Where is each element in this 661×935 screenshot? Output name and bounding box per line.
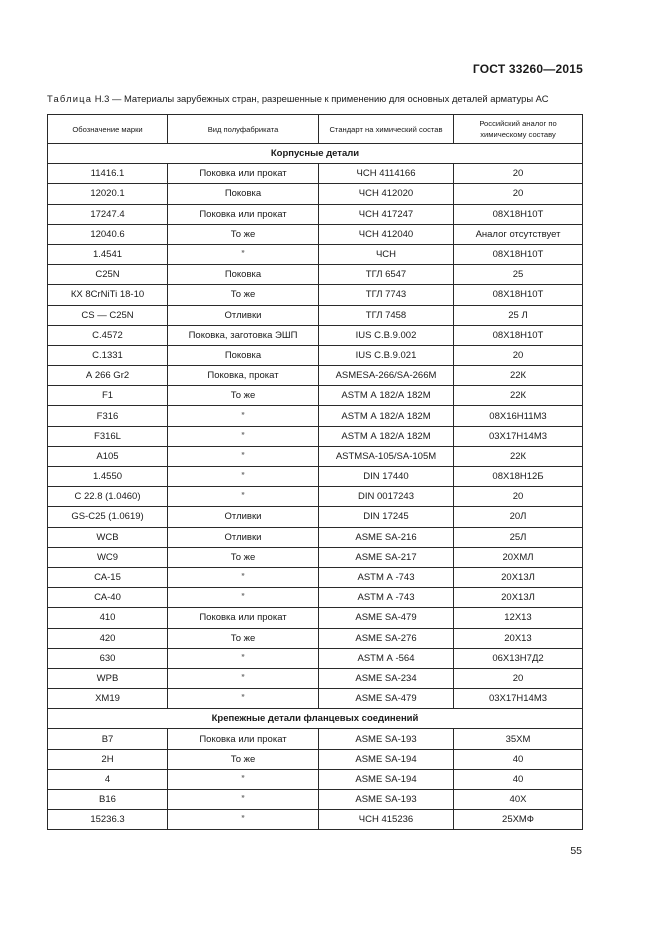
grade-cell: КХ 8CrNiTi 18-10 [48,285,168,305]
grade-cell: СА-15 [48,567,168,587]
standard-cell: ASTM А 182/А 182М [319,426,454,446]
analog-cell: 03Х17Н14М3 [454,426,583,446]
standard-cell: ТГЛ 7458 [319,305,454,325]
table-row [48,487,583,507]
table-body [48,144,583,830]
section-title: Крепежные детали фланцевых соединений [48,709,583,729]
semiproduct-cell: ” [168,689,319,709]
table-row [48,749,583,769]
section-row [48,144,583,164]
table-row [48,567,583,587]
analog-cell: 20Х13 [454,628,583,648]
table-row [48,386,583,406]
grade-cell: 12040.6 [48,224,168,244]
table-row [48,285,583,305]
grade-cell: 12020.1 [48,184,168,204]
standard-cell: ASTM А 182/А 182М [319,386,454,406]
analog-cell: 25 [454,265,583,285]
table-row [48,406,583,426]
standard-cell: ASTM А -743 [319,567,454,587]
table-row [48,810,583,830]
table-row [48,164,583,184]
semiproduct-cell: ” [168,790,319,810]
standard-cell: ЧСН 412040 [319,224,454,244]
standard-cell: ТГЛ 6547 [319,265,454,285]
column-header-standard: Стандарт на химический состав [319,115,454,144]
grade-cell: 630 [48,648,168,668]
analog-cell: 22К [454,366,583,386]
table-row [48,527,583,547]
grade-cell: WC9 [48,547,168,567]
grade-cell: 1.4541 [48,244,168,264]
standard-cell: ASTM А 182/А 182М [319,406,454,426]
analog-cell: 25 Л [454,305,583,325]
table-row [48,184,583,204]
grade-cell: CS — C25N [48,305,168,325]
analog-cell: 20ХМЛ [454,547,583,567]
grade-cell: 410 [48,608,168,628]
grade-cell: С.1331 [48,345,168,365]
semiproduct-cell: Поковка или прокат [168,729,319,749]
analog-cell: 06Х13Н7Д2 [454,648,583,668]
analog-cell: 08Х18Н10Т [454,244,583,264]
analog-cell: 40 [454,769,583,789]
column-header-semiproduct: Вид полуфабриката [168,115,319,144]
analog-cell: 08Х16Н11М3 [454,406,583,426]
semiproduct-cell: То же [168,628,319,648]
grade-cell: В7 [48,729,168,749]
section-title: Корпусные детали [48,144,583,164]
grade-cell: F316 [48,406,168,426]
semiproduct-cell: То же [168,386,319,406]
semiproduct-cell: Поковка [168,184,319,204]
standard-cell: ASTMSA-105/SA-105M [319,446,454,466]
section-row [48,709,583,729]
table-caption [47,93,587,104]
table-row [48,769,583,789]
table-row [48,547,583,567]
table-row [48,507,583,527]
table-row [48,668,583,688]
grade-cell: 1.4550 [48,467,168,487]
semiproduct-cell: Отливки [168,527,319,547]
standard-cell: ASME SA-479 [319,689,454,709]
grade-cell: С25N [48,265,168,285]
standard-cell: ASME SA-193 [319,790,454,810]
analog-cell: 20 [454,164,583,184]
grade-cell: 2Н [48,749,168,769]
standard-cell: ASME SA-234 [319,668,454,688]
standard-cell: ASME SA-217 [319,547,454,567]
standard-cell: IUS С.В.9.021 [319,345,454,365]
caption-number: Н.3 [92,93,110,104]
table-row [48,204,583,224]
semiproduct-cell: То же [168,285,319,305]
standard-cell: ЧСН [319,244,454,264]
semiproduct-cell: То же [168,224,319,244]
analog-cell: Аналог отсутствует [454,224,583,244]
column-header-grade: Обозначение марки [48,115,168,144]
grade-cell: WCB [48,527,168,547]
semiproduct-cell: ” [168,810,319,830]
semiproduct-cell: ” [168,668,319,688]
semiproduct-cell: Поковка, заготовка ЭШП [168,325,319,345]
table-row [48,325,583,345]
table-row [48,426,583,446]
standard-cell: ASME SA-216 [319,527,454,547]
grade-cell: WPB [48,668,168,688]
semiproduct-cell: ” [168,567,319,587]
table-row [48,345,583,365]
standard-cell: ЧСН 412020 [319,184,454,204]
semiproduct-cell: Отливки [168,507,319,527]
standard-cell: ЧСН 417247 [319,204,454,224]
standard-designation: ГОСТ 33260—2015 [472,62,583,76]
semiproduct-cell: ” [168,769,319,789]
semiproduct-cell: Поковка, прокат [168,366,319,386]
analog-cell: 22К [454,446,583,466]
standard-cell: ASME SA-194 [319,749,454,769]
standard-cell: ЧСН 415236 [319,810,454,830]
grade-cell: А105 [48,446,168,466]
semiproduct-cell: ” [168,406,319,426]
caption-text: — Материалы зарубежных стран, разрешенные к применению для основных деталей арматуры АС [109,93,549,104]
table-row [48,366,583,386]
materials-table [47,114,583,830]
grade-cell: А 266 Gr2 [48,366,168,386]
analog-cell: 20Х13Л [454,588,583,608]
table-row [48,224,583,244]
table-row [48,305,583,325]
table-header-row [48,115,583,144]
grade-cell: 15236.3 [48,810,168,830]
analog-cell: 20 [454,487,583,507]
standard-cell: DIN 0017243 [319,487,454,507]
analog-cell: 20Л [454,507,583,527]
table-row [48,608,583,628]
analog-cell: 20 [454,345,583,365]
grade-cell: ХМ19 [48,689,168,709]
standard-cell: ASTM А -564 [319,648,454,668]
page-number: 55 [570,845,582,857]
standard-cell: DIN 17440 [319,467,454,487]
analog-cell: 08Х18Н10Т [454,325,583,345]
analog-cell: 25Л [454,527,583,547]
semiproduct-cell: Поковка или прокат [168,608,319,628]
analog-cell: 25ХМФ [454,810,583,830]
table-row [48,729,583,749]
semiproduct-cell: ” [168,487,319,507]
grade-cell: СА-40 [48,588,168,608]
grade-cell: F1 [48,386,168,406]
semiproduct-cell: ” [168,648,319,668]
analog-cell: 08Х18Н10Т [454,204,583,224]
analog-cell: 20 [454,184,583,204]
standard-cell: ASME SA-193 [319,729,454,749]
analog-cell: 08Х18Н12Б [454,467,583,487]
grade-cell: С.4572 [48,325,168,345]
table-row [48,244,583,264]
semiproduct-cell: Поковка или прокат [168,204,319,224]
analog-cell: 20 [454,668,583,688]
standard-cell: IUS С.В.9.002 [319,325,454,345]
semiproduct-cell: Поковка [168,265,319,285]
table-row [48,265,583,285]
analog-cell: 03Х17Н14М3 [454,689,583,709]
grade-cell: В16 [48,790,168,810]
semiproduct-cell: То же [168,547,319,567]
standard-cell: DIN 17245 [319,507,454,527]
semiproduct-cell: ” [168,446,319,466]
grade-cell: F316L [48,426,168,446]
semiproduct-cell: Отливки [168,305,319,325]
standard-cell: ASTM А -743 [319,588,454,608]
standard-cell: ASME SA-194 [319,769,454,789]
caption-label: Таблица [47,93,93,104]
semiproduct-cell: ” [168,426,319,446]
analog-cell: 40 [454,749,583,769]
grade-cell: С 22.8 (1.0460) [48,487,168,507]
analog-cell: 20Х13Л [454,567,583,587]
grade-cell: 11416.1 [48,164,168,184]
semiproduct-cell: Поковка [168,345,319,365]
table-row [48,790,583,810]
table-row [48,446,583,466]
standard-cell: ТГЛ 7743 [319,285,454,305]
analog-cell: 40Х [454,790,583,810]
semiproduct-cell: Поковка или прокат [168,164,319,184]
table-row [48,588,583,608]
semiproduct-cell: ” [168,467,319,487]
analog-cell: 08Х18Н10Т [454,285,583,305]
table-row [48,467,583,487]
analog-cell: 22К [454,386,583,406]
analog-cell: 12Х13 [454,608,583,628]
grade-cell: 420 [48,628,168,648]
grade-cell: GS-C25 (1.0619) [48,507,168,527]
grade-cell: 4 [48,769,168,789]
table-row [48,628,583,648]
semiproduct-cell: ” [168,244,319,264]
standard-cell: ASMESA-266/SA-266M [319,366,454,386]
analog-cell: 35ХМ [454,729,583,749]
table-row [48,648,583,668]
column-header-russian-analog: Российский аналог по химическому составу [454,115,583,144]
standard-cell: ЧСН 4114166 [319,164,454,184]
semiproduct-cell: То же [168,749,319,769]
table-row [48,689,583,709]
standard-cell: ASME SA-276 [319,628,454,648]
standard-cell: ASME SA-479 [319,608,454,628]
grade-cell: 17247.4 [48,204,168,224]
semiproduct-cell: ” [168,588,319,608]
